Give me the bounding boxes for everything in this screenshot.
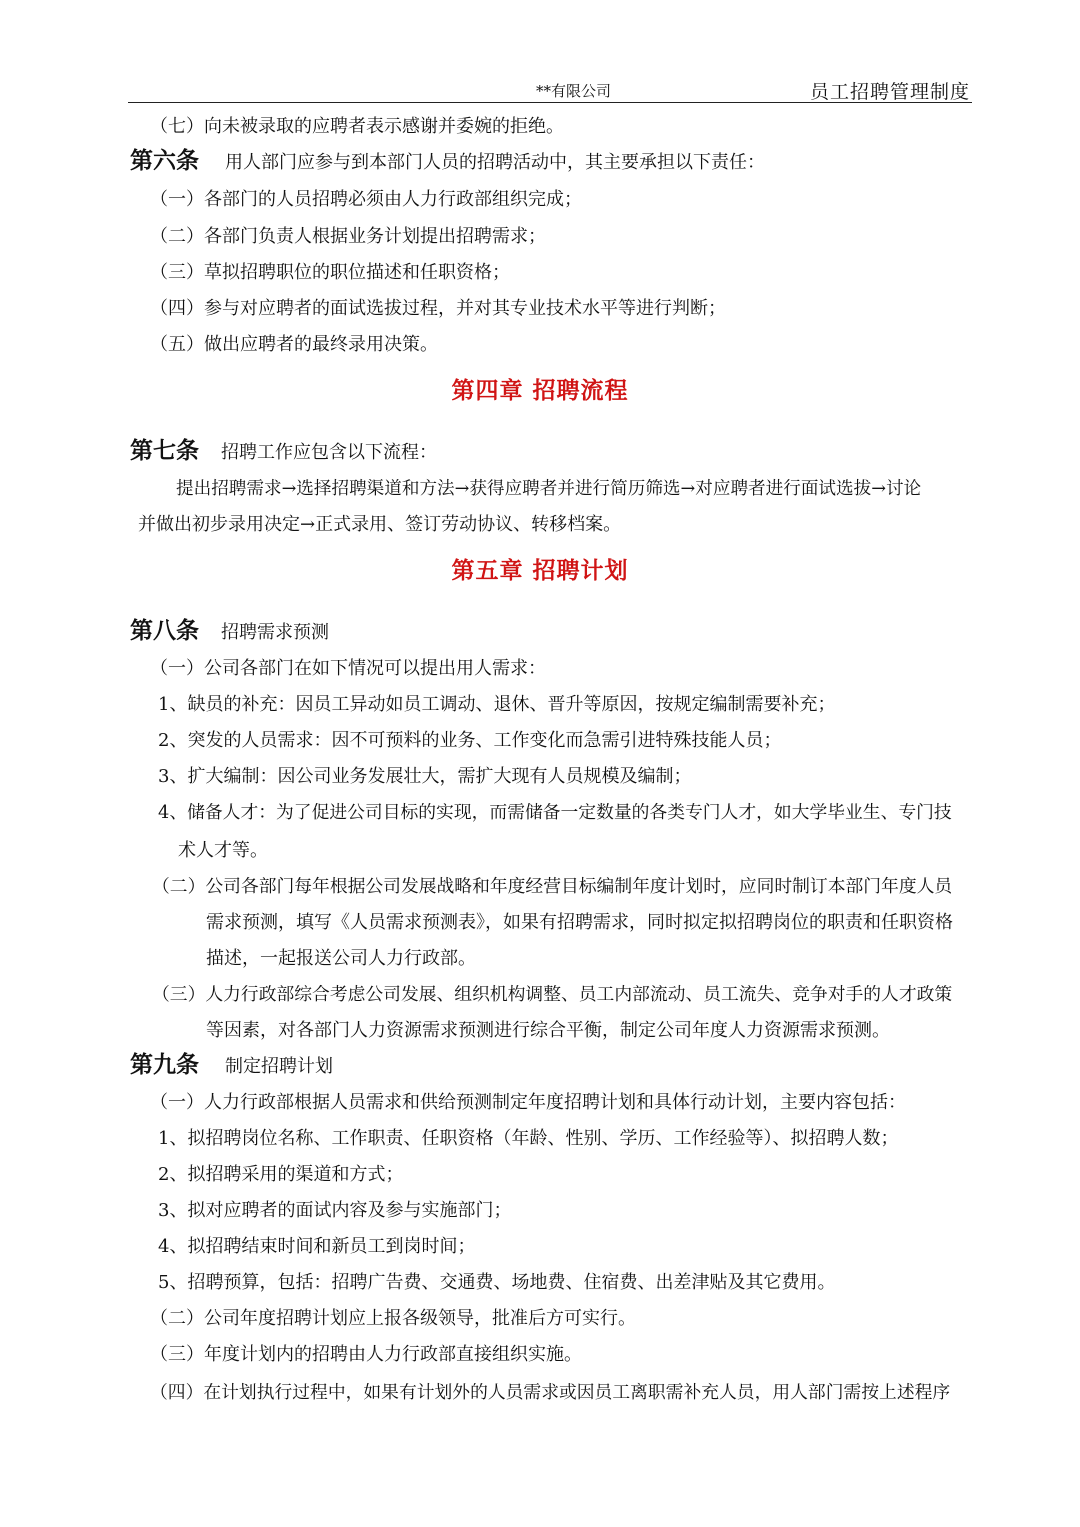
chapter-4-heading: 第四章 招聘流程	[451, 378, 629, 404]
list-item-continued: 描述，一起报送公司人力行政部。	[206, 948, 476, 969]
list-item: （二）公司年度招聘计划应上报各级领导，批准后方可实行。	[150, 1308, 636, 1329]
list-item: （四）参与对应聘者的面试选拔过程，并对其专业技术水平等进行判断；	[150, 298, 726, 319]
article-label: 第九条	[130, 1052, 199, 1078]
article-label: 第六条	[130, 148, 199, 174]
page-header	[128, 76, 972, 104]
list-item: 5、招聘预算，包括：招聘广告费、交通费、场地费、住宿费、出差津贴及其它费用。	[158, 1272, 836, 1293]
article-7	[130, 438, 437, 466]
chapter-5-heading: 第五章 招聘计划	[451, 558, 629, 584]
process-flow-line: 并做出初步录用决定→正式录用、签订劳动协议、转移档案。	[138, 514, 622, 535]
article-label: 第八条	[130, 618, 199, 644]
list-item: 2、拟招聘采用的渠道和方式；	[158, 1164, 404, 1185]
list-item: 1、拟招聘岗位名称、工作职责、任职资格（年龄、性别、学历、工作经验等）、拟招聘人数；	[158, 1128, 899, 1149]
article-text: 用人部门应参与到本部门人员的招聘活动中，其主要承担以下责任：	[225, 152, 765, 173]
article-text: 制定招聘计划	[225, 1056, 333, 1077]
list-item: （一）各部门的人员招聘必须由人力行政部组织完成；	[150, 189, 582, 210]
list-item: （三）年度计划内的招聘由人力行政部直接组织实施。	[150, 1344, 582, 1365]
list-item: 1、缺员的补充：因员工异动如员工调动、退休、晋升等原因，按规定编制需要补充；	[158, 694, 836, 715]
process-flow-line: 提出招聘需求→选择招聘渠道和方法→获得应聘者并进行简历筛选→对应聘者进行面试选拔→讨论	[176, 479, 922, 499]
list-item-continued: 需求预测，填写《人员需求预测表》，如果有招聘需求，同时拟定拟招聘岗位的职责和任职资格	[206, 912, 953, 933]
list-item: （一）公司各部门在如下情况可以提出用人需求：	[150, 658, 546, 679]
list-item: （三）草拟招聘职位的职位描述和任职资格；	[150, 262, 510, 283]
article-label: 第七条	[130, 438, 199, 464]
list-item: （二）各部门负责人根据业务计划提出招聘需求；	[150, 226, 546, 247]
list-item: （二）公司各部门每年根据公司发展战略和年度经营目标编制年度计划时，应同时制订本部门年度人员	[152, 876, 953, 897]
list-item: 2、突发的人员需求：因不可预料的业务、工作变化而急需引进特殊技能人员；	[158, 730, 782, 751]
list-item: （一）人力行政部根据人员需求和供给预测制定年度招聘计划和具体行动计划，主要内容包括：	[150, 1092, 906, 1113]
list-item: 4、拟招聘结束时间和新员工到岗时间；	[158, 1236, 476, 1257]
article-8	[130, 618, 329, 646]
header-company: **有限公司	[536, 82, 612, 100]
list-item: （四）在计划执行过程中，如果有计划外的人员需求或因员工离职需补充人员，用人部门需按上述程序	[150, 1382, 951, 1403]
list-item: （五）做出应聘者的最终录用决策。	[150, 334, 438, 355]
list-item: 3、拟对应聘者的面试内容及参与实施部门；	[158, 1200, 512, 1221]
article-9	[130, 1052, 333, 1080]
clause-7: （七）向未被录取的应聘者表示感谢并委婉的拒绝。	[150, 116, 564, 137]
list-item: （三）人力行政部综合考虑公司发展、组织机构调整、员工内部流动、员工流失、竞争对手的人才政策	[152, 984, 953, 1005]
header-rule	[128, 102, 972, 103]
list-item-continued: 等因素，对各部门人力资源需求预测进行综合平衡，制定公司年度人力资源需求预测。	[206, 1020, 890, 1041]
article-text: 招聘需求预测	[221, 622, 329, 643]
header-title: 员工招聘管理制度	[809, 81, 970, 103]
list-item: 4、储备人才：为了促进公司目标的实现，而需储备一定数量的各类专门人才，如大学毕业生、专门技	[158, 802, 952, 823]
list-item-continued: 术人才等。	[178, 840, 268, 861]
article-text: 招聘工作应包含以下流程：	[221, 442, 437, 463]
article-6	[130, 148, 765, 176]
list-item: 3、扩大编制：因公司业务发展壮大，需扩大现有人员规模及编制；	[158, 766, 692, 787]
